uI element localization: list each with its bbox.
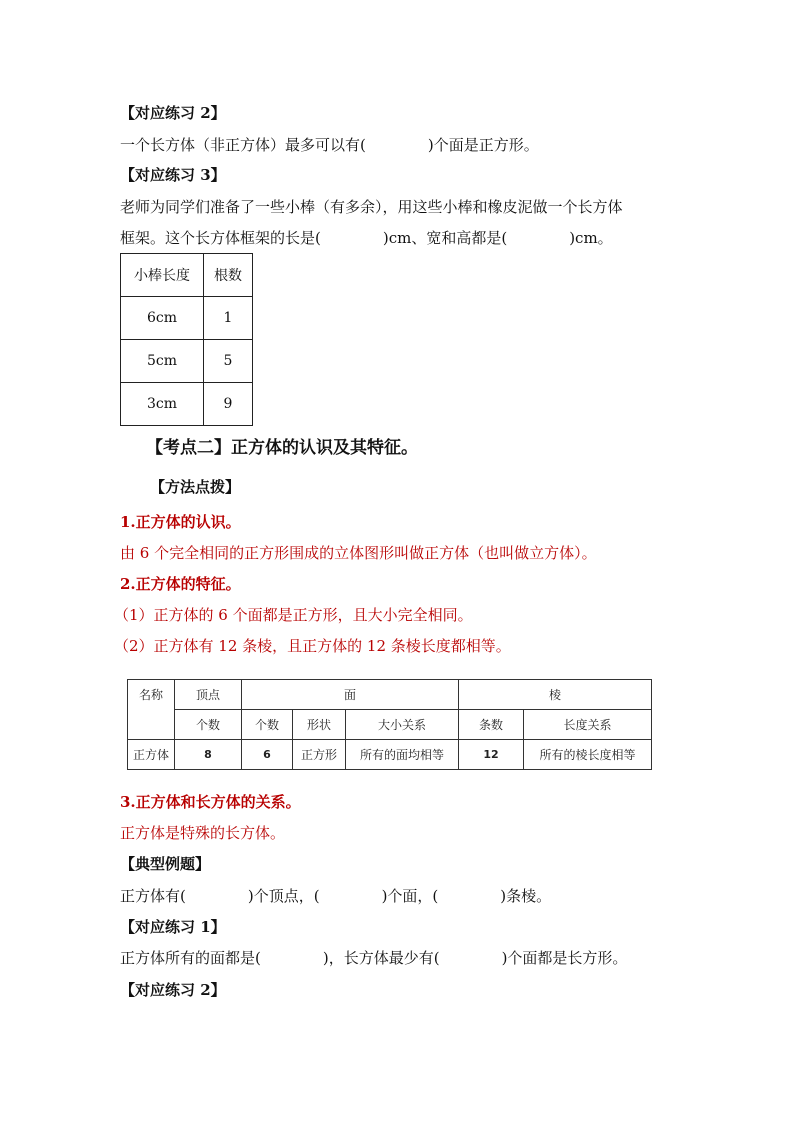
example-d: )条棱。	[500, 887, 552, 905]
table-cell: 正方体	[128, 740, 175, 770]
table-cell: 12	[459, 740, 524, 770]
header-cell: 小棒长度	[121, 254, 204, 297]
table-row	[121, 383, 253, 426]
point2-item2: （2）正方体有 12 条棱，且正方体的 12 条棱长度都相等。	[114, 637, 511, 655]
header-cell-name: 名称	[128, 680, 175, 740]
practice3-line1: 老师为同学们准备了一些小棒（有多余），用这些小棒和橡皮泥做一个长方体	[120, 198, 623, 216]
practice1-question	[120, 948, 627, 968]
header-cell-face: 面	[242, 680, 459, 710]
table-row	[128, 740, 652, 770]
section-heading: 【考点二】正方体的认识及其特征。	[146, 438, 418, 458]
table-cell: 8	[175, 740, 242, 770]
example-c: )个面，(	[381, 887, 439, 905]
practice2-question	[120, 135, 539, 155]
practice1-c: )个面都是长方形。	[501, 949, 628, 967]
practice3-line2-c: )cm。	[569, 229, 613, 247]
header-cell: 根数	[204, 254, 253, 297]
subheader-cell: 形状	[293, 710, 346, 740]
point1-title: 1.正方体的认识。	[120, 513, 241, 531]
table-cell: 6	[242, 740, 293, 770]
practice3-line2-b: )cm、宽和高都是(	[382, 229, 508, 247]
table-cell: 正方形	[293, 740, 346, 770]
practice1-a: 正方体所有的面都是(	[120, 949, 261, 967]
practice3-line2-a: 框架。这个长方体框架的长是(	[120, 229, 321, 247]
subheader-cell: 长度关系	[524, 710, 652, 740]
practice3-title: 【对应练习 3】	[120, 166, 226, 184]
example-question	[120, 886, 551, 906]
practice1-title: 【对应练习 1】	[120, 918, 226, 936]
practice3-line2	[120, 228, 613, 248]
table-cell: 5cm	[121, 340, 204, 383]
table-cell: 5	[204, 340, 253, 383]
practice2b-title: 【对应练习 2】	[120, 981, 226, 999]
subheader-cell: 个数	[175, 710, 242, 740]
point3-title: 3.正方体和长方体的关系。	[120, 793, 301, 811]
table-cell: 所有的面均相等	[346, 740, 459, 770]
point1-text: 由 6 个完全相同的正方形围成的立体图形叫做正方体（也叫做立方体）。	[120, 544, 597, 562]
method-title: 【方法点拨】	[150, 478, 241, 496]
table-header-row	[128, 680, 652, 710]
practice2-title: 【对应练习 2】	[120, 104, 226, 122]
point3-text: 正方体是特殊的长方体。	[120, 824, 286, 842]
subheader-cell: 条数	[459, 710, 524, 740]
stick-table	[120, 253, 253, 426]
header-cell-edge: 棱	[459, 680, 652, 710]
practice1-b: )，长方体最少有(	[322, 949, 440, 967]
example-a: 正方体有(	[120, 887, 186, 905]
table-row	[121, 340, 253, 383]
subheader-cell: 个数	[242, 710, 293, 740]
practice2-after: )个面是正方形。	[427, 136, 539, 154]
example-title: 【典型例题】	[120, 855, 211, 873]
cube-feature-table	[127, 679, 652, 770]
point2-item1: （1）正方体的 6 个面都是正方形，且大小完全相同。	[114, 606, 473, 624]
table-subheader-row	[128, 710, 652, 740]
table-cell: 9	[204, 383, 253, 426]
subheader-cell: 大小关系	[346, 710, 459, 740]
table-cell: 3cm	[121, 383, 204, 426]
table-cell: 6cm	[121, 297, 204, 340]
table-row	[121, 297, 253, 340]
example-b: )个顶点，(	[247, 887, 320, 905]
table-cell: 所有的棱长度相等	[524, 740, 652, 770]
point2-title: 2.正方体的特征。	[120, 575, 241, 593]
table-cell: 1	[204, 297, 253, 340]
practice2-before: 一个长方体（非正方体）最多可以有(	[120, 136, 366, 154]
table-header-row	[121, 254, 253, 297]
header-cell-vertex: 顶点	[175, 680, 242, 710]
